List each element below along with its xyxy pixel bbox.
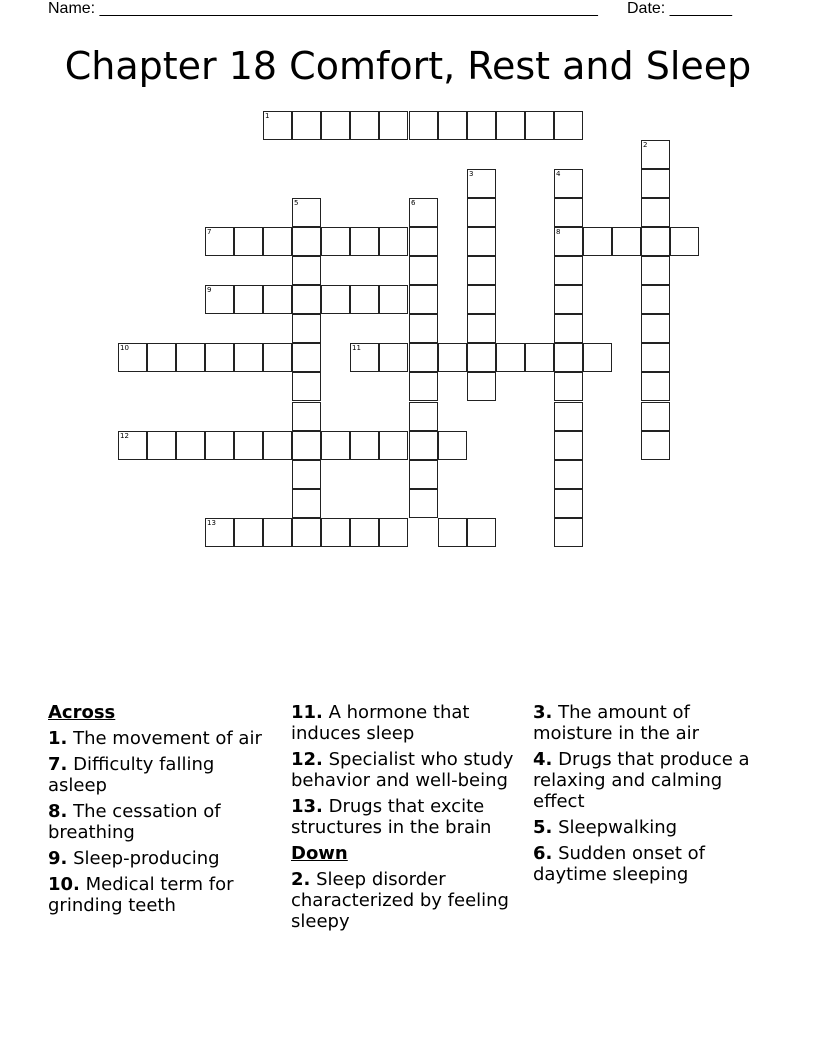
crossword-cell[interactable] (234, 227, 263, 256)
crossword-cell[interactable] (234, 285, 263, 314)
crossword-cell[interactable] (321, 431, 350, 460)
crossword-cell[interactable] (118, 343, 147, 372)
crossword-cell[interactable] (554, 227, 583, 256)
clue-item-text: The cessation of breathing (48, 801, 221, 843)
crossword-cell[interactable] (205, 518, 234, 547)
clue-item-number: 11. (291, 702, 323, 723)
clue-item (533, 702, 763, 744)
clue-item (291, 869, 521, 932)
crossword-cell[interactable] (409, 285, 438, 314)
crossword-cell[interactable] (612, 227, 641, 256)
crossword-cell[interactable] (467, 518, 496, 547)
clue-number: 12 (120, 432, 129, 440)
crossword-cell[interactable] (554, 402, 583, 431)
down-clue-list-cont (533, 702, 763, 885)
crossword-cell[interactable] (525, 343, 554, 372)
clue-item-number: 8. (48, 801, 68, 822)
crossword-cell[interactable] (554, 343, 583, 372)
clue-item-number: 2. (291, 869, 311, 890)
clue-number: 6 (411, 199, 416, 207)
crossword-cell[interactable] (409, 256, 438, 285)
clue-item-text: Sudden onset of daytime sleeping (533, 843, 705, 885)
crossword-cell[interactable] (350, 431, 379, 460)
clue-item-number: 5. (533, 817, 553, 838)
crossword-cell[interactable] (409, 460, 438, 489)
crossword-cell[interactable] (525, 111, 554, 140)
crossword-cell[interactable] (641, 285, 670, 314)
crossword-cell[interactable] (467, 256, 496, 285)
crossword-cell[interactable] (379, 111, 408, 140)
crossword-cell[interactable] (554, 460, 583, 489)
page-title: Chapter 18 Comfort, Rest and Sleep (64, 44, 752, 88)
crossword-cell[interactable] (205, 343, 234, 372)
crossword-cell[interactable] (641, 140, 670, 169)
clue-item (291, 749, 521, 791)
crossword-cell[interactable] (292, 489, 321, 518)
crossword-cell[interactable] (379, 518, 408, 547)
crossword-cell[interactable] (379, 343, 408, 372)
crossword-cell[interactable] (641, 198, 670, 227)
clue-number: 10 (120, 344, 129, 352)
crossword-cell[interactable] (438, 343, 467, 372)
clue-item-number: 4. (533, 749, 553, 770)
clue-number: 5 (294, 199, 299, 207)
crossword-cell[interactable] (409, 198, 438, 227)
clue-item (48, 874, 278, 916)
down-clue-list (291, 869, 521, 932)
crossword-cell[interactable] (321, 227, 350, 256)
clue-item (48, 754, 278, 796)
clue-number: 13 (207, 519, 216, 527)
crossword-cell[interactable] (234, 343, 263, 372)
clue-item (533, 749, 763, 812)
clue-number: 1 (265, 112, 270, 120)
clue-item-number: 12. (291, 749, 323, 770)
down-heading: Down (291, 843, 348, 864)
clue-item-text: Specialist who study behavior and well-being (291, 749, 514, 791)
crossword-cell[interactable] (641, 343, 670, 372)
clue-item-text: Sleep-producing (67, 848, 220, 869)
clue-number: 7 (207, 228, 212, 236)
crossword-cell[interactable] (641, 169, 670, 198)
crossword-cell[interactable] (583, 343, 612, 372)
across-heading: Across (48, 702, 116, 723)
crossword-cell[interactable] (350, 111, 379, 140)
crossword-cell[interactable] (467, 111, 496, 140)
clue-item-text: Drugs that produce a relaxing and calming effect (533, 749, 750, 812)
crossword-cell[interactable] (321, 518, 350, 547)
crossword-cell[interactable] (379, 227, 408, 256)
crossword-cell[interactable] (409, 343, 438, 372)
clue-item-text: Sleepwalking (552, 817, 678, 838)
crossword-cell[interactable] (641, 314, 670, 343)
crossword-cell[interactable] (554, 256, 583, 285)
name-field-label: Name: ________________________________________________________ (48, 0, 598, 17)
crossword-cell[interactable] (205, 431, 234, 460)
crossword-cell[interactable] (263, 227, 292, 256)
clue-item-text: Sleep disorder characterized by feeling sleepy (291, 869, 509, 932)
crossword-cell[interactable] (438, 518, 467, 547)
crossword-cell[interactable] (292, 343, 321, 372)
clue-number: 11 (352, 344, 361, 352)
crossword-cell[interactable] (292, 111, 321, 140)
clues-column-1 (48, 702, 278, 921)
clue-item (291, 702, 521, 744)
clue-item-text: The movement of air (67, 728, 262, 749)
crossword-cell[interactable] (554, 285, 583, 314)
crossword-cell[interactable] (147, 431, 176, 460)
clue-item (533, 843, 763, 885)
crossword-cell[interactable] (292, 227, 321, 256)
crossword-cell[interactable] (467, 314, 496, 343)
crossword-cell[interactable] (583, 227, 612, 256)
crossword-cell[interactable] (554, 198, 583, 227)
crossword-cell[interactable] (409, 489, 438, 518)
crossword-cell[interactable] (118, 431, 147, 460)
crossword-cell[interactable] (409, 431, 438, 460)
date-field-label: Date: _______ (627, 0, 732, 17)
clue-number: 3 (469, 170, 474, 178)
crossword-cell[interactable] (641, 256, 670, 285)
clue-item-text: Difficulty falling asleep (48, 754, 215, 796)
clue-item (48, 848, 278, 869)
crossword-cell[interactable] (147, 343, 176, 372)
crossword-cell[interactable] (321, 111, 350, 140)
crossword-cell[interactable] (263, 518, 292, 547)
crossword-cell[interactable] (467, 198, 496, 227)
crossword-cell[interactable] (292, 198, 321, 227)
clue-item-number: 9. (48, 848, 68, 869)
crossword-cell[interactable] (379, 285, 408, 314)
crossword-cell[interactable] (554, 169, 583, 198)
crossword-cell[interactable] (554, 372, 583, 401)
crossword-cell[interactable] (409, 227, 438, 256)
crossword-cell[interactable] (292, 518, 321, 547)
crossword-cell[interactable] (350, 285, 379, 314)
crossword-cell[interactable] (496, 343, 525, 372)
crossword-cell[interactable] (438, 431, 467, 460)
crossword-cell[interactable] (409, 314, 438, 343)
clue-number: 8 (556, 228, 561, 236)
crossword-cell[interactable] (554, 431, 583, 460)
clues-column-2 (291, 702, 521, 937)
crossword-cell[interactable] (554, 489, 583, 518)
clue-item (291, 796, 521, 838)
crossword-cell[interactable] (379, 431, 408, 460)
crossword-cell[interactable] (292, 402, 321, 431)
crossword-cell[interactable] (321, 285, 350, 314)
crossword-cell[interactable] (467, 169, 496, 198)
crossword-cell[interactable] (409, 111, 438, 140)
crossword-cell[interactable] (292, 460, 321, 489)
crossword-cell[interactable] (467, 227, 496, 256)
crossword-cell[interactable] (292, 256, 321, 285)
clue-item-number: 10. (48, 874, 80, 895)
clue-item-number: 7. (48, 754, 68, 775)
crossword-cell[interactable] (641, 372, 670, 401)
clue-number: 4 (556, 170, 561, 178)
crossword-cell[interactable] (205, 285, 234, 314)
crossword-cell[interactable] (292, 431, 321, 460)
crossword-cell[interactable] (641, 227, 670, 256)
crossword-cell[interactable] (496, 111, 525, 140)
crossword-cell[interactable] (554, 518, 583, 547)
crossword-cell[interactable] (263, 111, 292, 140)
crossword-cell[interactable] (263, 285, 292, 314)
clue-item-text: Drugs that excite structures in the brain (291, 796, 492, 838)
crossword-cell[interactable] (176, 431, 205, 460)
crossword-cell[interactable] (292, 372, 321, 401)
crossword-cell[interactable] (467, 285, 496, 314)
crossword-cell[interactable] (554, 314, 583, 343)
crossword-cell[interactable] (554, 111, 583, 140)
crossword-cell[interactable] (350, 343, 379, 372)
crossword-cell[interactable] (409, 372, 438, 401)
crossword-cell[interactable] (350, 518, 379, 547)
crossword-cell[interactable] (205, 227, 234, 256)
clue-number: 2 (643, 141, 648, 149)
across-clue-list (48, 728, 278, 916)
crossword-cell[interactable] (263, 343, 292, 372)
crossword-cell[interactable] (641, 402, 670, 431)
clue-item-text: A hormone that induces sleep (291, 702, 470, 744)
crossword-cell[interactable] (234, 518, 263, 547)
clue-item (533, 817, 763, 838)
clue-item-text: Medical term for grinding teeth (48, 874, 234, 916)
crossword-cell[interactable] (467, 372, 496, 401)
crossword-cell[interactable] (409, 402, 438, 431)
clue-item-number: 1. (48, 728, 68, 749)
clue-item-number: 13. (291, 796, 323, 817)
clue-item-text: The amount of moisture in the air (533, 702, 700, 744)
clues-column-3 (533, 702, 763, 890)
across-clue-list-cont (291, 702, 521, 838)
clue-item-number: 3. (533, 702, 553, 723)
crossword-cell[interactable] (467, 343, 496, 372)
clue-number: 9 (207, 286, 212, 294)
clue-item (48, 801, 278, 843)
crossword-cell[interactable] (263, 431, 292, 460)
crossword-cell[interactable] (234, 431, 263, 460)
clue-item-number: 6. (533, 843, 553, 864)
crossword-cell[interactable] (350, 227, 379, 256)
crossword-cell[interactable] (438, 111, 467, 140)
crossword-cell[interactable] (292, 314, 321, 343)
crossword-cell[interactable] (670, 227, 699, 256)
crossword-cell[interactable] (641, 431, 670, 460)
crossword-cell[interactable] (292, 285, 321, 314)
crossword-cell[interactable] (176, 343, 205, 372)
clue-item (48, 728, 278, 749)
